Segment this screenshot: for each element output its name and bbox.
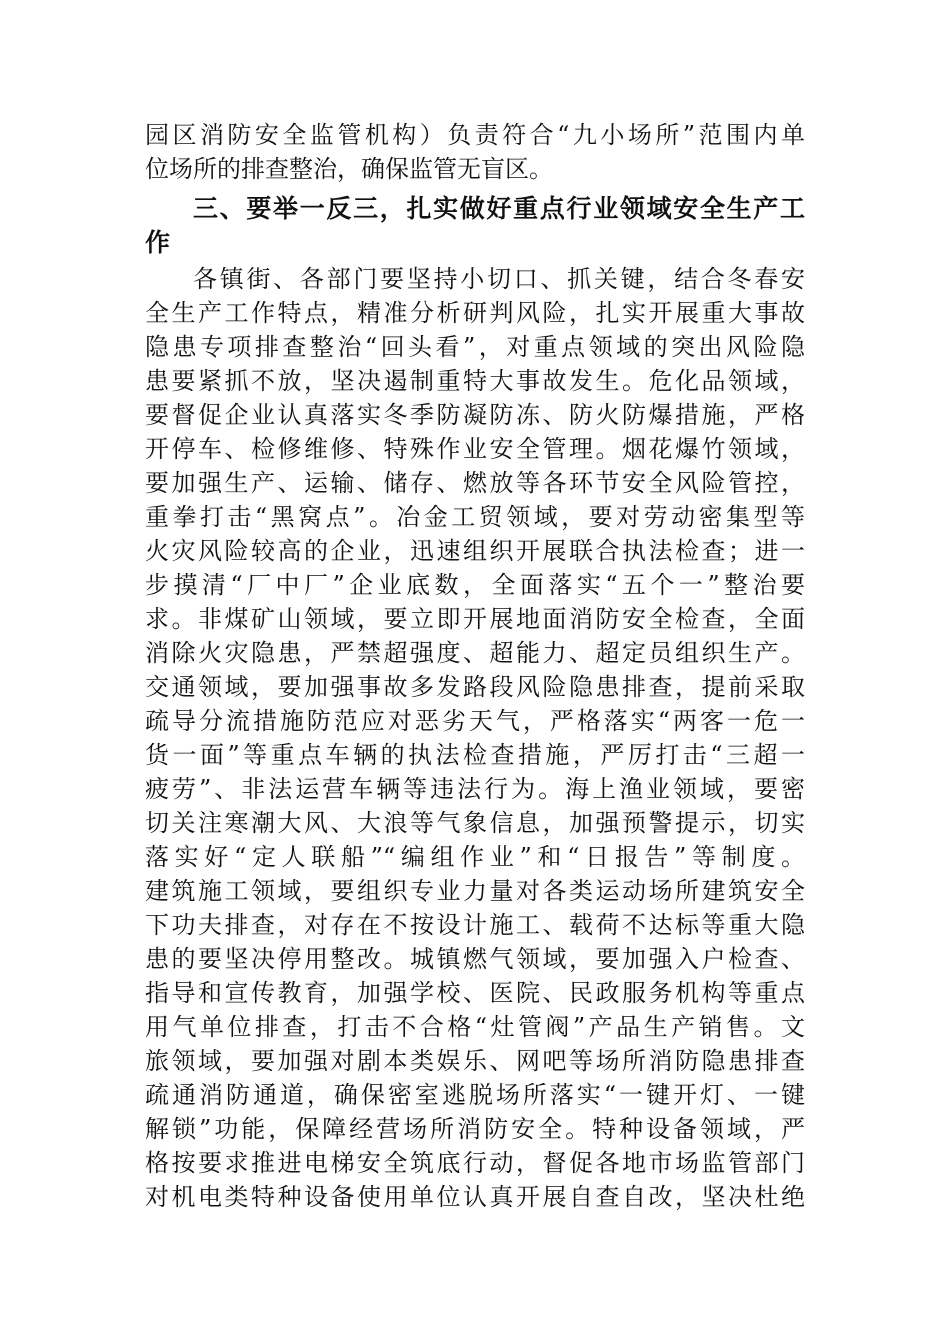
intro-line-2: 位场所的排查整治，确保监管无盲区。 bbox=[145, 155, 553, 183]
body-line-20: 下功夫排查，对存在不按设计施工、载荷不达标等重大隐 bbox=[145, 911, 805, 939]
body-line-5: 要督促企业认真落实冬季防凝防冻、防火防爆措施，严格 bbox=[145, 401, 805, 429]
body-line-14: 疏导分流措施防范应对恶劣天气，严格落实“两客一危一 bbox=[145, 707, 805, 735]
body-line-21: 患的要坚决停用整改。城镇燃气领域，要加强入户检查、 bbox=[145, 945, 805, 973]
body-line-18: 落实好“定人联船”“编组作业”和“日报告”等制度。 bbox=[145, 843, 805, 871]
body-line-8: 重拳打击“黑窝点”。冶金工贸领域，要对劳动密集型等 bbox=[145, 503, 805, 531]
body-line-17: 切关注寒潮大风、大浪等气象信息，加强预警提示，切实 bbox=[145, 809, 805, 837]
body-line-7: 要加强生产、运输、储存、燃放等各环节安全风险管控， bbox=[145, 469, 805, 497]
body-line-3: 隐患专项排查整治“回头看”，对重点领域的突出风险隐 bbox=[145, 333, 805, 361]
body-line-28: 对机电类特种设备使用单位认真开展自查自改，坚决杜绝 bbox=[145, 1183, 805, 1211]
body-line-12: 消除火灾隐患，严禁超强度、超能力、超定员组织生产。 bbox=[145, 639, 805, 667]
body-line-2: 全生产工作特点，精准分析研判风险，扎实开展重大事故 bbox=[145, 299, 805, 327]
body-line-25: 疏通消防通道，确保密室逃脱场所落实“一键开灯、一键 bbox=[145, 1081, 805, 1109]
body-line-13: 交通领域，要加强事故多发路段风险隐患排查，提前采取 bbox=[145, 673, 805, 701]
body-line-23: 用气单位排查，打击不合格“灶管阀”产品生产销售。文 bbox=[145, 1013, 805, 1041]
body-line-16: 疲劳”、非法运营车辆等违法行为。海上渔业领域，要密 bbox=[145, 775, 805, 803]
body-line-1: 各镇街、各部门要坚持小切口、抓关键，结合冬春安 bbox=[193, 265, 805, 293]
body-line-22: 指导和宣传教育，加强学校、医院、民政服务机构等重点 bbox=[145, 979, 805, 1007]
body-line-10: 步摸清“厂中厂”企业底数，全面落实“五个一”整治要 bbox=[145, 571, 805, 599]
body-line-15: 货一面”等重点车辆的执法检查措施，严厉打击“三超一 bbox=[145, 741, 805, 769]
section-heading-line-2: 作 bbox=[145, 228, 171, 257]
body-line-11: 求。非煤矿山领域，要立即开展地面消防安全检查，全面 bbox=[145, 605, 805, 633]
body-line-26: 解锁”功能，保障经营场所消防安全。特种设备领域，严 bbox=[145, 1115, 805, 1143]
body-line-9: 火灾风险较高的企业，迅速组织开展联合执法检查；进一 bbox=[145, 537, 805, 565]
body-line-27: 格按要求推进电梯安全筑底行动，督促各地市场监管部门 bbox=[145, 1149, 805, 1177]
body-line-24: 旅领域，要加强对剧本类娱乐、网吧等场所消防隐患排查 bbox=[145, 1047, 805, 1075]
body-line-19: 建筑施工领域，要组织专业力量对各类运动场所建筑安全 bbox=[145, 877, 805, 905]
section-heading-line-1: 三、要举一反三，扎实做好重点行业领域安全生产工 bbox=[193, 194, 805, 223]
body-line-4: 患要紧抓不放，坚决遏制重特大事故发生。危化品领域， bbox=[145, 367, 805, 395]
intro-line-1: 园区消防安全监管机构）负责符合“九小场所”范围内单 bbox=[145, 121, 805, 149]
body-line-6: 开停车、检修维修、特殊作业安全管理。烟花爆竹领域， bbox=[145, 435, 805, 463]
